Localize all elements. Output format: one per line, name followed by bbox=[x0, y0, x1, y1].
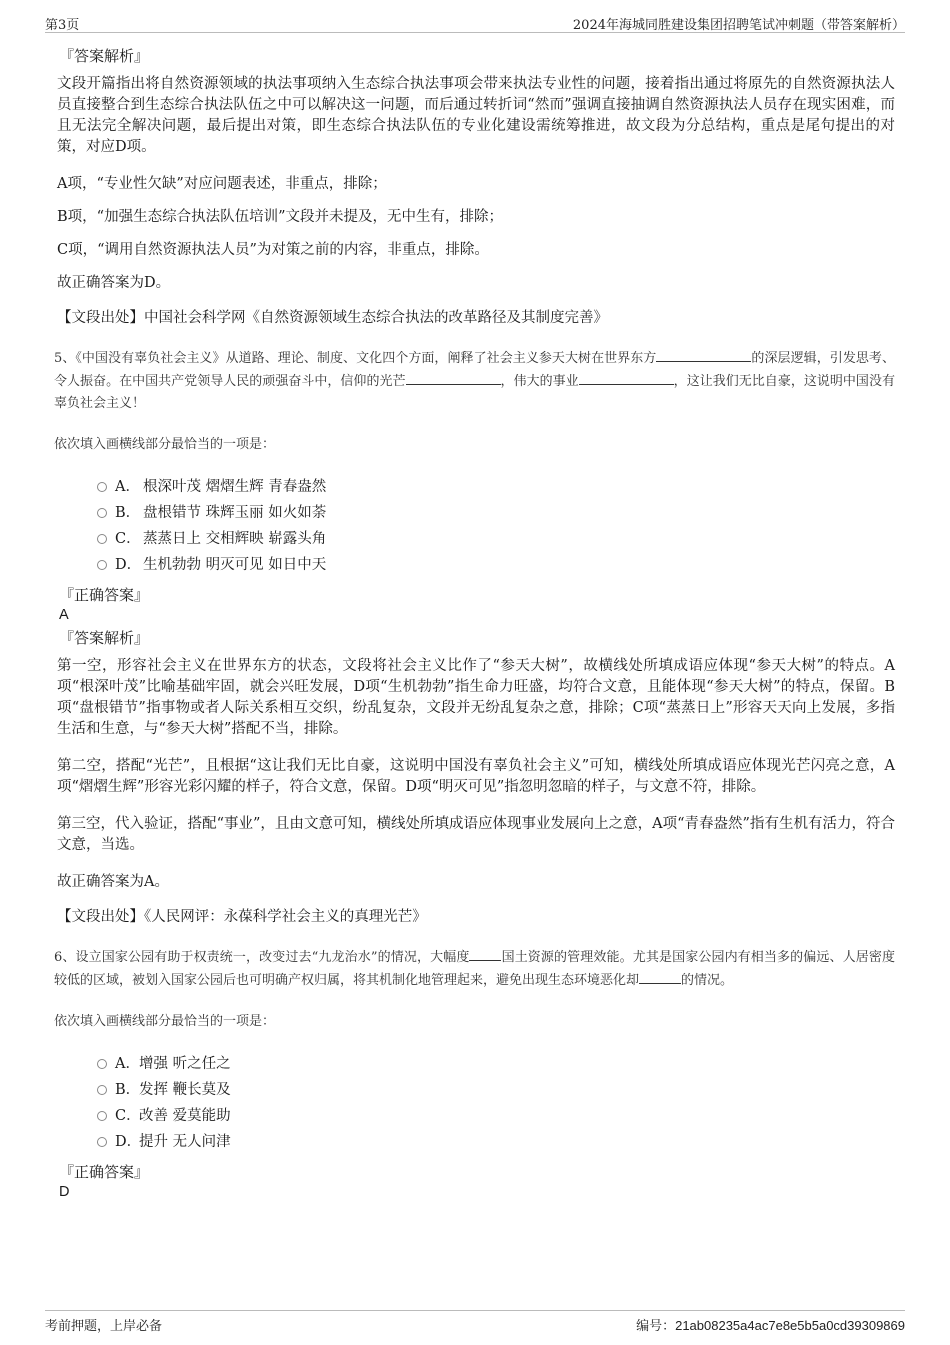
fill-blank bbox=[579, 370, 674, 385]
q5-analysis-title: 『答案解析』 bbox=[59, 629, 150, 647]
q6-option-c[interactable]: C． 改善 爱莫能助 bbox=[97, 1101, 895, 1127]
q4-analysis-paragraph: A项，“专业性欠缺”对应问题表述，非重点，排除； bbox=[57, 176, 387, 192]
q6-options bbox=[97, 1049, 895, 1153]
radio-icon[interactable] bbox=[97, 482, 107, 492]
q5-stem: 5、《中国没有辜负社会主义》从道路、理论、制度、文化四个方面，阐释了社会主义参天大树在世界东方 的深层逻辑，引发思考、令人振奋。在中国共产党领导人民的顽强奋斗中，信仰的光芒 ，伟大的事业 ，这让我们无比自豪，这说明中国没有辜负社会主义！ bbox=[54, 347, 895, 415]
q5-option-c[interactable]: C． 蒸蒸日上 交相辉映 崭露头角 bbox=[97, 524, 895, 550]
q5-options bbox=[97, 472, 895, 576]
q6-prompt: 依次填入画横线部分最恰当的一项是： bbox=[54, 1014, 276, 1029]
q4-conclusion: 故正确答案为D。 bbox=[57, 275, 171, 291]
q6-answer-title: 『正确答案』 bbox=[59, 1163, 150, 1181]
fill-blank bbox=[469, 946, 501, 961]
document-code: 编号：21ab08235a4ac7e8e5b5a0cd39309869 bbox=[636, 1318, 905, 1333]
q4-source: 【文段出处】中国社会科学网《自然资源领域生态综合执法的改革路径及其制度完善》 bbox=[57, 310, 608, 326]
fill-blank bbox=[656, 347, 751, 362]
document-title: 2024年海城同胜建设集团招聘笔试冲刺题（带答案解析） bbox=[572, 18, 905, 33]
q4-analysis-paragraph: B项，“加强生态综合执法队伍培训”文段并未提及，无中生有，排除； bbox=[57, 209, 503, 225]
q6-stem: 6、设立国家公园有助于权责统一，改变过去“九龙治水”的情况，大幅度 国土资源的管理效能。尤其是国家公园内有相当多的偏远、人居密度较低的区域，被划入国家公园后也可明确产权归属，将其机制化地管理起来，避免出现生态环境恶化却 的情况。 bbox=[54, 946, 895, 992]
radio-icon[interactable] bbox=[97, 508, 107, 518]
q5-conclusion: 故正确答案为A。 bbox=[57, 874, 169, 890]
radio-icon[interactable] bbox=[97, 1111, 107, 1121]
radio-icon[interactable] bbox=[97, 534, 107, 544]
q5-answer: A bbox=[59, 607, 69, 623]
radio-icon[interactable] bbox=[97, 1085, 107, 1095]
page-header bbox=[45, 12, 905, 33]
q6-option-d[interactable]: D． 提升 无人问津 bbox=[97, 1127, 895, 1153]
q5-answer-title: 『正确答案』 bbox=[59, 586, 150, 604]
page-content bbox=[54, 45, 895, 1204]
q4-analysis-paragraph: C项，“调用自然资源执法人员”为对策之前的内容，非重点，排除。 bbox=[57, 242, 489, 258]
footer-slogan: 考前押题，上岸必备 bbox=[45, 1319, 163, 1334]
radio-icon[interactable] bbox=[97, 1137, 107, 1147]
q5-analysis-paragraph: 第三空，代入验证，搭配“事业”，且由文意可知，横线处所填成语应体现事业发展向上之意，A项“青春盎然”指有生机有活力，符合文意，当选。 bbox=[57, 816, 895, 853]
q5-analysis-paragraph: 第一空，形容社会主义在世界东方的状态，文段将社会主义比作了“参天大树”，故横线处所填成语应体现“参天大树”的特点。A项“根深叶茂”比喻基础牢固，就会兴旺发展，D项“生机勃勃”指生命力旺盛，均符合文意，且能体现“参天大树”的特点，保留。B项“盘根错节”指事物或者人际关系相互交织，纷乱复杂，文段并无纷乱复杂之意，排除；C项“蒸蒸日上”形容天天向上发展，多指生活和生意，与“参天大树”搭配不当，排除。 bbox=[57, 658, 895, 737]
radio-icon[interactable] bbox=[97, 560, 107, 570]
q5-analysis-paragraph: 第二空，搭配“光芒”，且根据“这让我们无比自豪，这说明中国没有辜负社会主义”可知，横线处所填成语应体现光芒闪亮之意，A项“熠熠生辉”形容光彩闪耀的样子，符合文意，保留。D项“明灭可见”指忽明忽暗的样子，与文意不符，排除。 bbox=[57, 758, 895, 795]
q4-analysis-paragraph: 文段开篇指出将自然资源领域的执法事项纳入生态综合执法事项会带来执法专业性的问题，接着指出通过将原先的自然资源执法人员直接整合到生态综合执法队伍之中可以解决这一问题，而后通过转折词“然而”强调直接抽调自然资源执法人员存在现实困难，而且无法完全解决问题，最后提出对策，即生态综合执法队伍的专业化建设需统筹推进，故文段为分总结构，重点是尾句提出的对策，对应D项。 bbox=[57, 76, 895, 155]
q5-source: 【文段出处】《人民网评：永葆科学社会主义的真理光芒》 bbox=[57, 909, 427, 925]
radio-icon[interactable] bbox=[97, 1059, 107, 1069]
q6-option-b[interactable]: B． 发挥 鞭长莫及 bbox=[97, 1075, 895, 1101]
q5-prompt: 依次填入画横线部分最恰当的一项是： bbox=[54, 437, 276, 452]
q5-option-b[interactable]: B． 盘根错节 珠辉玉丽 如火如荼 bbox=[97, 498, 895, 524]
page-footer bbox=[45, 1310, 905, 1335]
q4-analysis-title: 『答案解析』 bbox=[59, 47, 150, 65]
fill-blank bbox=[639, 969, 681, 984]
q6-answer: D bbox=[59, 1184, 70, 1200]
q5-option-a[interactable]: A． 根深叶茂 熠熠生辉 青春盎然 bbox=[97, 472, 895, 498]
fill-blank bbox=[406, 370, 501, 385]
page-number: 第3页 bbox=[45, 18, 80, 33]
q6-option-a[interactable]: A． 增强 听之任之 bbox=[97, 1049, 895, 1075]
q5-option-d[interactable]: D． 生机勃勃 明灭可见 如日中天 bbox=[97, 550, 895, 576]
